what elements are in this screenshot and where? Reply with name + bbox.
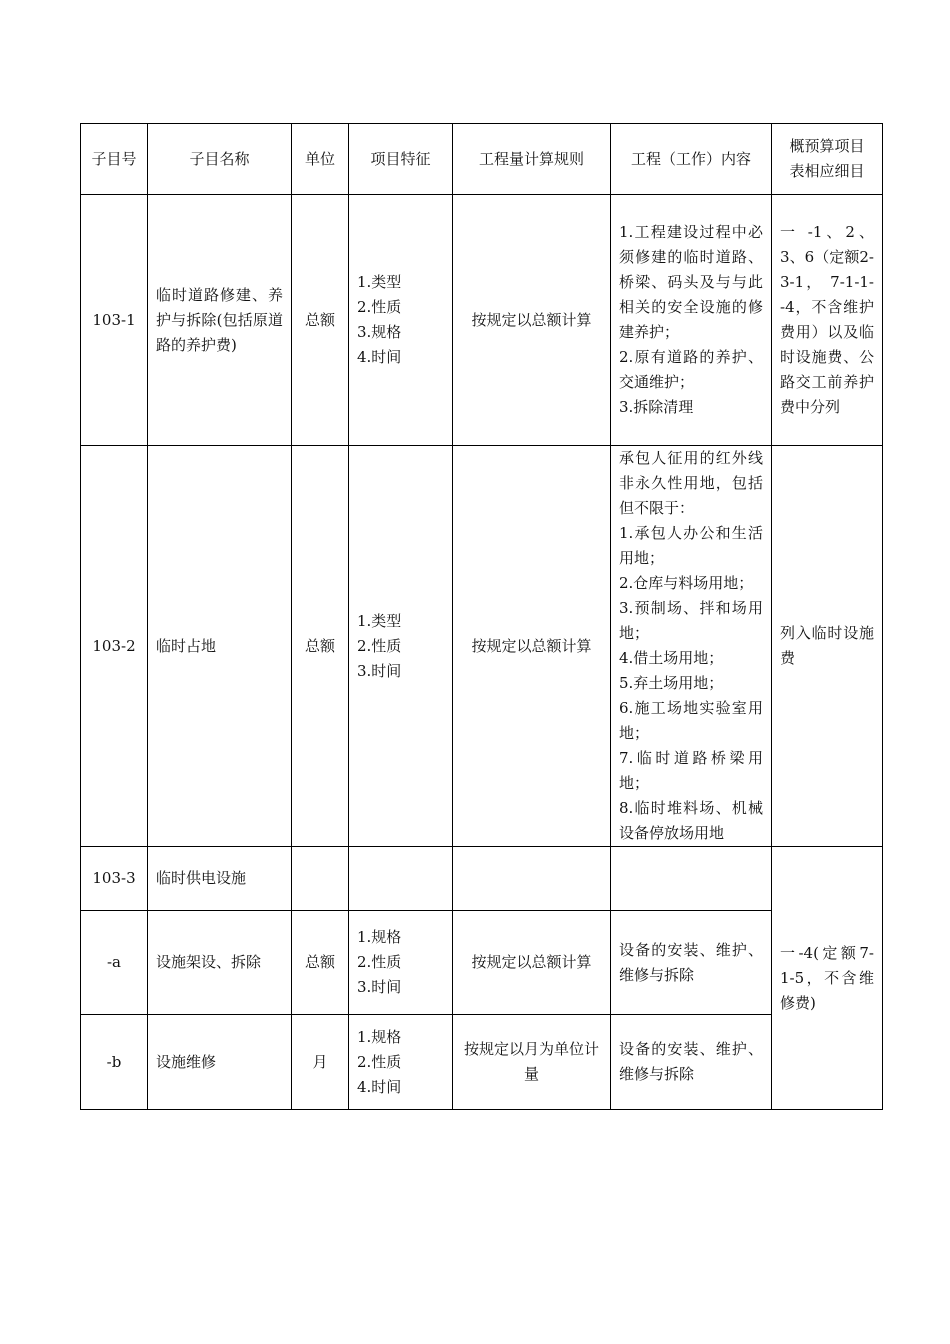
header-content: 工程（工作）内容 bbox=[611, 124, 772, 195]
cell-name: 临时供电设施 bbox=[148, 847, 292, 911]
specification-table bbox=[80, 123, 883, 1110]
cell-name: 临时占地 bbox=[148, 446, 292, 847]
cell-features: 1.规格 2.性质 4.时间 bbox=[349, 1015, 453, 1110]
cell-rule bbox=[453, 847, 611, 911]
cell-rule: 按规定以总额计算 bbox=[453, 911, 611, 1015]
cell-code: -b bbox=[81, 1015, 148, 1110]
table-row bbox=[81, 1015, 883, 1110]
table-row bbox=[81, 446, 883, 847]
header-features: 项目特征 bbox=[349, 124, 453, 195]
cell-name: 临时道路修建、养护与拆除(包括原道路的养护费) bbox=[148, 195, 292, 446]
cell-name: 设施架设、拆除 bbox=[148, 911, 292, 1015]
table-row bbox=[81, 195, 883, 446]
cell-budget: 一 -1、2、3、6（定额2-3-1， 7-1-1--4，不含维护费用）以及临时设施费、公路交工前养护费中分列 bbox=[772, 195, 883, 446]
cell-unit bbox=[292, 847, 349, 911]
cell-code: 103-3 bbox=[81, 847, 148, 911]
table-row bbox=[81, 911, 883, 1015]
cell-code: 103-2 bbox=[81, 446, 148, 847]
cell-rule: 按规定以总额计算 bbox=[453, 446, 611, 847]
cell-unit: 总额 bbox=[292, 446, 349, 847]
cell-rule: 按规定以月为单位计量 bbox=[453, 1015, 611, 1110]
cell-features bbox=[349, 847, 453, 911]
cell-content: 设备的安装、维护、维修与拆除 bbox=[611, 911, 772, 1015]
header-budget: 概预算项目 表相应细目 bbox=[772, 124, 883, 195]
cell-rule: 按规定以总额计算 bbox=[453, 195, 611, 446]
table-row bbox=[81, 847, 883, 911]
cell-budget-merged: 一-4(定额7-1-5，不含维修费) bbox=[772, 847, 883, 1110]
header-code: 子目号 bbox=[81, 124, 148, 195]
cell-features: 1.规格 2.性质 3.时间 bbox=[349, 911, 453, 1015]
cell-code: -a bbox=[81, 911, 148, 1015]
header-rule: 工程量计算规则 bbox=[453, 124, 611, 195]
cell-name: 设施维修 bbox=[148, 1015, 292, 1110]
cell-unit: 月 bbox=[292, 1015, 349, 1110]
cell-code: 103-1 bbox=[81, 195, 148, 446]
header-row bbox=[81, 124, 883, 195]
cell-content: 设备的安装、维护、维修与拆除 bbox=[611, 1015, 772, 1110]
cell-features: 1.类型 2.性质 3.时间 bbox=[349, 446, 453, 847]
cell-budget: 列入临时设施费 bbox=[772, 446, 883, 847]
cell-unit: 总额 bbox=[292, 195, 349, 446]
cell-content: 1.工程建设过程中必须修建的临时道路、桥梁、码头及与与此相关的安全设施的修建养护； 2.原有道路的养护、交通维护； 3.拆除清理 bbox=[611, 195, 772, 446]
cell-content: 承包人征用的红外线非永久性用地，包括但不限于： 1.承包人办公和生活用地； 2.仓库与料场用地； 3.预制场、拌和场用地； 4.借土场用地； 5.弃土场用地； 6.施工场地实验室用地； 7.临时道路桥梁用地； 8.临时堆料场、机械设备停放场用地 bbox=[611, 446, 772, 847]
header-unit: 单位 bbox=[292, 124, 349, 195]
cell-content bbox=[611, 847, 772, 911]
header-name: 子目名称 bbox=[148, 124, 292, 195]
cell-unit: 总额 bbox=[292, 911, 349, 1015]
cell-features: 1.类型 2.性质 3.规格 4.时间 bbox=[349, 195, 453, 446]
